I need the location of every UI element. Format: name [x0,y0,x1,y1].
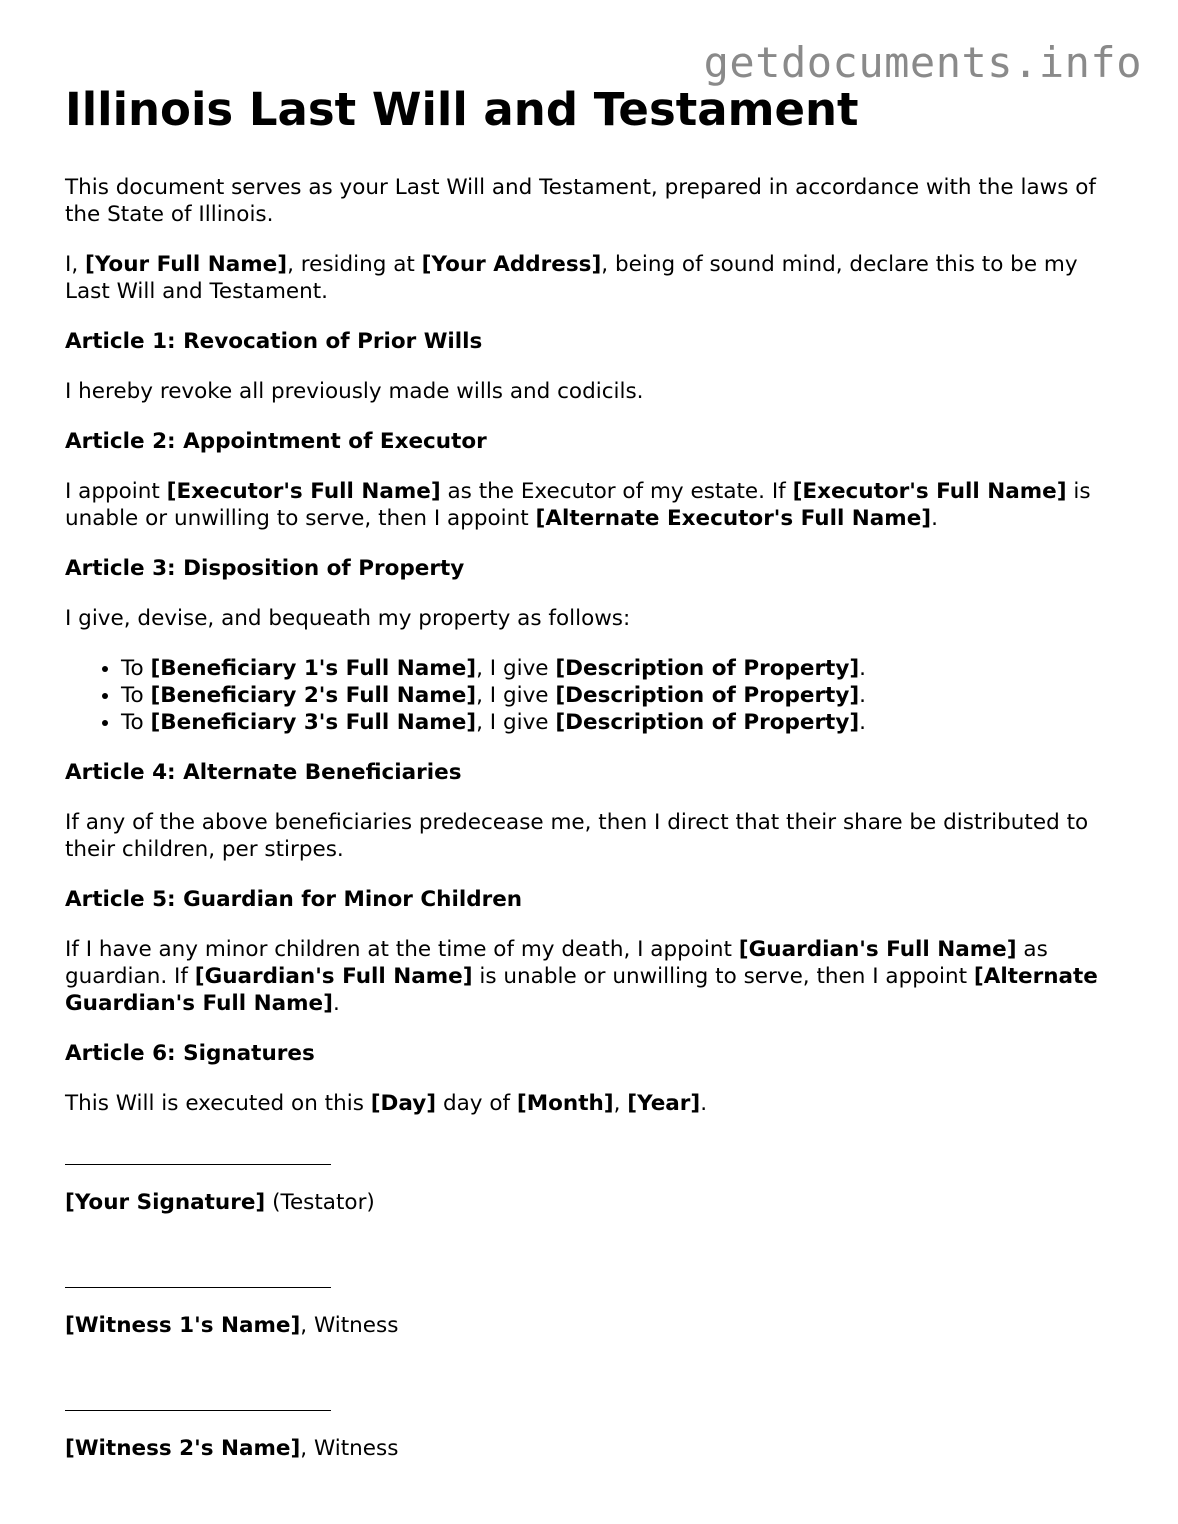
signature-label-testator [65,1189,1125,1216]
article-4-heading: Article 4: Alternate Beneficiaries [65,760,462,785]
placeholder-signature: [Your Signature] [65,1190,266,1215]
document-body [65,82,1125,1485]
watermark: getdocuments.info [703,38,1142,87]
article-3-heading: Article 3: Disposition of Property [65,556,465,581]
list-item [121,709,1125,736]
list-item-text: To [121,710,151,735]
signature-label-witness-1 [65,1312,1125,1339]
article-6-segment: day of [436,1091,517,1116]
article-5-text [65,936,1125,1017]
placeholder-guardian: [Guardian's Full Name] [738,937,1017,962]
placeholder-witness-2: [Witness 2's Name] [65,1436,301,1461]
list-item-text: . [859,656,867,681]
placeholder-day: [Day] [370,1091,437,1116]
article-2-segment: I appoint [65,479,167,504]
list-item-text: , I give [476,656,556,681]
article-3-text: I give, devise, and bequeath my property as follows: [65,606,631,631]
signature-line-testator[interactable] [65,1140,331,1165]
declaration-paragraph [65,251,1125,305]
declaration-text: , being of sound mind, declare this to be my Last Will and Testament. [65,252,1078,304]
declaration-text: , residing at [287,252,422,277]
article-5-segment: as guardian. If [65,937,1048,989]
list-item-text: , I give [476,683,556,708]
article-1-text: I hereby revoke all previously made wills and codicils. [65,379,644,404]
article-6-segment: . [700,1091,708,1116]
placeholder-beneficiary: [Beneficiary 1's Full Name] [150,656,477,681]
article-5-segment: If I have any minor children at the time of my death, I appoint [65,937,739,962]
list-item-text: . [859,710,867,735]
article-2-segment: as the Executor of my estate. If [440,479,793,504]
placeholder-address: [Your Address] [421,252,602,277]
article-2-text [65,478,1125,532]
article-5-segment: is unable or unwilling to serve, then I appoint [472,964,974,989]
signature-role: (Testator) [265,1190,375,1215]
list-item-text: . [859,683,867,708]
beneficiary-list [65,655,1125,736]
placeholder-full-name: [Your Full Name] [85,252,288,277]
article-2-heading: Article 2: Appointment of Executor [65,429,487,454]
placeholder-alternate-executor: [Alternate Executor's Full Name] [535,506,932,531]
intro-paragraph: This document serves as your Last Will and Testament, prepared in accordance with the laws of the State of Illinois. [65,175,1096,227]
article-1-heading: Article 1: Revocation of Prior Wills [65,329,483,354]
placeholder-guardian: [Guardian's Full Name] [194,964,473,989]
article-2-segment: . [931,506,938,531]
list-item [121,655,1125,682]
article-4-text: If any of the above beneficiaries predecease me, then I direct that their share be distributed to their children, per stirpes. [65,810,1089,862]
placeholder-beneficiary: [Beneficiary 2's Full Name] [150,683,477,708]
signature-label-witness-2 [65,1435,1125,1462]
list-item [121,682,1125,709]
article-6-segment: This Will is executed on this [65,1091,371,1116]
placeholder-property: [Description of Property] [555,656,860,681]
list-item-text: , I give [476,710,556,735]
article-2-segment: is unable or unwilling to serve, then I appoint [65,479,1091,531]
signature-line-witness-1[interactable] [65,1263,331,1288]
signature-role: , Witness [300,1436,399,1461]
placeholder-alternate-guardian: [Alternate Guardian's Full Name] [65,964,1098,1016]
list-item-text: To [121,656,151,681]
placeholder-property: [Description of Property] [555,683,860,708]
document-title: Illinois Last Will and Testament [65,83,859,136]
placeholder-witness-1: [Witness 1's Name] [65,1313,301,1338]
signature-role: , Witness [300,1313,399,1338]
signature-line-witness-2[interactable] [65,1386,331,1411]
placeholder-executor: [Executor's Full Name] [166,479,441,504]
article-5-segment: . [332,991,340,1016]
article-5-heading: Article 5: Guardian for Minor Children [65,887,523,912]
placeholder-executor: [Executor's Full Name] [792,479,1067,504]
placeholder-month: [Month] [516,1091,614,1116]
placeholder-property: [Description of Property] [555,710,860,735]
article-6-text [65,1090,1125,1117]
article-6-segment: , [613,1091,628,1116]
article-6-heading: Article 6: Signatures [65,1041,315,1066]
placeholder-year: [Year] [627,1091,701,1116]
declaration-text: I, [65,252,86,277]
placeholder-beneficiary: [Beneficiary 3's Full Name] [150,710,477,735]
list-item-text: To [121,683,151,708]
